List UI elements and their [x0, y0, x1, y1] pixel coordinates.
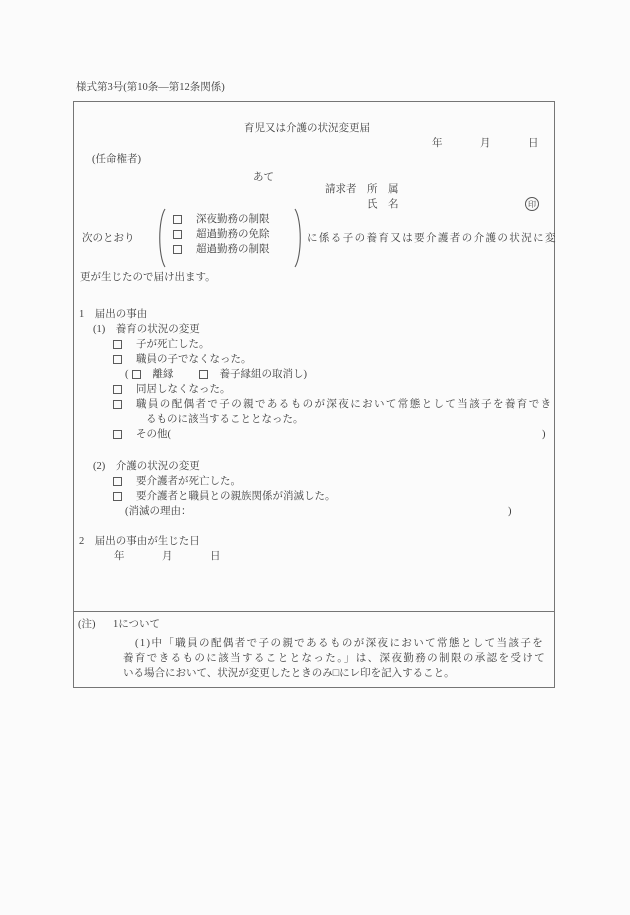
checkbox-adoption-annulment[interactable] [199, 370, 208, 379]
option-dissolution-adoption: 離縁 [152, 369, 174, 380]
extinguishment-reason-label: (消滅の理由： [125, 506, 192, 517]
note-heading: 1について [113, 619, 161, 630]
form-number-label: 様式第3号(第10条―第12条関係) [76, 82, 225, 93]
item-other-close-paren: ) [542, 429, 546, 440]
note-line2: 養育できるものに該当することとなった。」は、深夜勤務の制限の承認を受けて [123, 653, 547, 664]
section1-sub1-heading: (1) 養育の状況の変更 [93, 324, 200, 335]
section2-year-label: 年 [114, 551, 125, 562]
appointing-authority-label: (任命権者) [92, 154, 141, 165]
checkbox-care-recipient-died[interactable] [113, 477, 122, 486]
option-adoption-annulment: 養子縁組の取消し [219, 369, 304, 380]
item-spouse-can-care-line2: るものに該当することとなった。 [146, 414, 304, 425]
note-line1: (1)中「職員の配偶者で子の親であるものが深夜において常態として当該子を [135, 638, 545, 649]
checkbox-family-relation-extinguished[interactable] [113, 492, 122, 501]
item-no-longer-employees-child: 職員の子でなくなった。 [136, 354, 252, 365]
form-box [73, 101, 555, 688]
date-day-label: 日 [528, 138, 539, 149]
checkbox-no-longer-cohabiting[interactable] [113, 385, 122, 394]
paren-close: ) [303, 369, 307, 380]
item-other: その他( [136, 429, 171, 440]
checkbox-night-work-limit[interactable] [173, 215, 182, 224]
item-spouse-can-care-line1: 職員の配偶者で子の親であるものが深夜において常態として当該子を養育でき [136, 399, 553, 410]
bracket-right-icon [293, 207, 305, 269]
checkbox-child-died[interactable] [113, 340, 122, 349]
paren-open: ( [125, 369, 129, 380]
item-no-longer-cohabiting: 同居しなくなった。 [136, 384, 231, 395]
name-label: 氏 名 [367, 199, 399, 210]
checkbox-no-longer-employees-child[interactable] [113, 355, 122, 364]
seal-icon: 印 [525, 197, 539, 211]
checkbox-overtime-limit[interactable] [173, 245, 182, 254]
item-care-recipient-died: 要介護者が死亡した。 [136, 476, 241, 487]
section1-sub2-heading: (2) 介護の状況の変更 [93, 461, 200, 472]
item-child-died: 子が死亡した。 [136, 339, 210, 350]
option-overtime-limit: 超過勤務の制限 [196, 244, 270, 255]
addressee-suffix-label: あて [253, 172, 274, 183]
note-line3: いる場合において、状況が変更したときのみ□にレ印を記入すること。 [123, 668, 455, 679]
section2-day-label: 日 [210, 551, 221, 562]
note-label: (注) [78, 619, 96, 630]
form-title: 育児又は介護の状況変更届 [244, 123, 370, 134]
checkbox-dissolution-adoption[interactable] [132, 370, 141, 379]
intro-wrap: 更が生じたので届け出ます。 [80, 272, 216, 283]
extinguishment-reason-close-paren: ) [508, 506, 512, 517]
affiliation-label: 所 属 [367, 184, 399, 195]
intro-suffix: に係る子の養育又は要介護者の介護の状況に変 [307, 233, 557, 244]
bracket-left-icon [155, 207, 167, 269]
checkbox-overtime-exemption[interactable] [173, 230, 182, 239]
checkbox-other[interactable] [113, 430, 122, 439]
item-family-relation-extinguished: 要介護者と職員との親族関係が消滅した。 [136, 491, 336, 502]
intro-prefix: 次のとおり [82, 233, 135, 244]
option-night-work-limit: 深夜勤務の制限 [196, 214, 270, 225]
requester-label: 請求者 [325, 184, 357, 195]
section2-heading: 2 届出の事由が生じた日 [79, 536, 200, 547]
date-year-label: 年 [432, 138, 443, 149]
date-month-label: 月 [480, 138, 491, 149]
item2-detail-row [125, 369, 307, 381]
option-overtime-exemption: 超過勤務の免除 [196, 229, 270, 240]
section2-month-label: 月 [162, 551, 173, 562]
notes-divider [74, 611, 554, 612]
checkbox-spouse-can-care[interactable] [113, 400, 122, 409]
section1-heading: 1 届出の事由 [79, 309, 148, 320]
